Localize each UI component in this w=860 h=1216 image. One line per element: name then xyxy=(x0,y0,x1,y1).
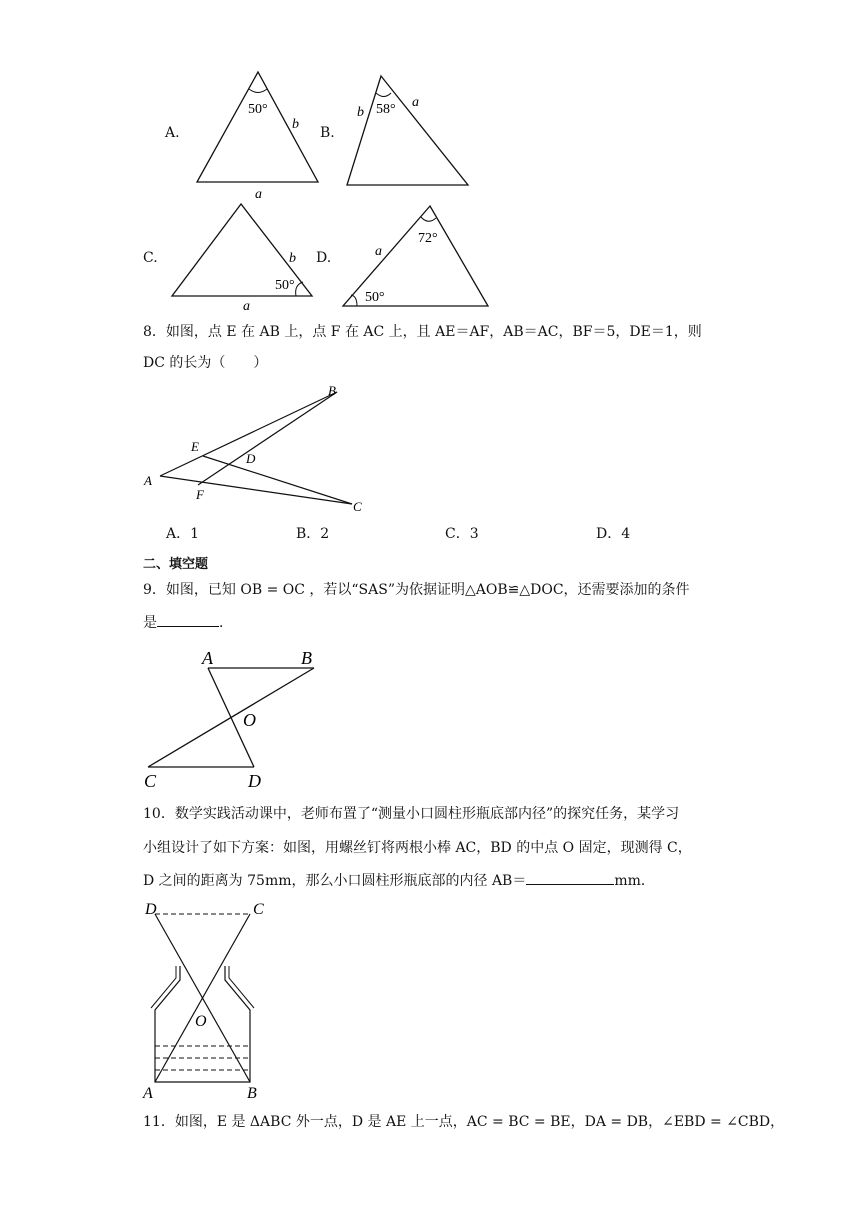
q10-line3-suffix: mm． xyxy=(614,873,655,889)
option-c-side-a: a xyxy=(243,299,250,314)
q9-text-line1: 9．如图，已知 OB = OC ，若以“SAS”为依据证明△AOB≌△DOC，还需要添加的条件 xyxy=(143,582,690,598)
option-a-side-a: a xyxy=(255,187,262,202)
option-b-angle: 58° xyxy=(376,102,396,117)
q9-point-d: D xyxy=(248,771,261,791)
q10-text-line2: 小组设计了如下方案：如图，用螺丝钉将两根小棒 AC，BD 的中点 O 固定，现测得 C， xyxy=(143,840,692,856)
option-b-side-b: b xyxy=(357,105,364,120)
q8-point-a: A xyxy=(144,473,152,488)
q9-line2-suffix: ． xyxy=(219,615,233,631)
option-d-side-a: a xyxy=(375,244,382,259)
q11-text-line1: 11．如图，E 是 ΔABC 外一点，D 是 AE 上一点，AC = BC = BE，DA = DB，∠EBD = ∠CBD， xyxy=(143,1114,785,1130)
option-a-label: A. xyxy=(165,125,180,141)
q8-point-d: D xyxy=(246,451,256,466)
q10-point-d: D xyxy=(145,901,157,918)
q8-option-b[interactable]: B．2 xyxy=(296,526,330,542)
q10-point-c: C xyxy=(253,901,264,918)
q8-point-c: C xyxy=(353,499,362,514)
option-d-angle-bottom: 50° xyxy=(365,290,385,305)
q10-point-a: A xyxy=(143,1085,153,1102)
q10-text-line1: 10．数学实践活动课中，老师布置了“测量小口圆柱形瓶底部内径”的探究任务，某学习 xyxy=(143,806,680,822)
option-c-angle: 50° xyxy=(275,278,295,293)
q8-option-c[interactable]: C．3 xyxy=(445,526,479,542)
q8-point-e: E xyxy=(191,439,199,454)
option-d-label: D. xyxy=(316,250,332,266)
option-d-angle-top: 72° xyxy=(418,231,438,246)
q8-text-line1: 8．如图，点 E 在 AB 上，点 F 在 AC 上，且 AE＝AF，AB＝AC，BF＝5，DE＝1，则 xyxy=(143,324,702,340)
section-title: 二、填空题 xyxy=(143,557,209,572)
q9-line2-prefix: 是 xyxy=(143,615,157,631)
q8-point-f: F xyxy=(196,487,204,502)
q10-point-o: O xyxy=(195,1013,207,1030)
q8-option-a[interactable]: A．1 xyxy=(166,526,200,542)
option-b-side-a: a xyxy=(412,95,419,110)
option-c-side-b: b xyxy=(289,251,296,266)
option-b-label: B. xyxy=(320,125,335,141)
q9-point-b: B xyxy=(301,648,312,668)
q9-point-o: O xyxy=(243,710,256,730)
option-a-angle: 50° xyxy=(248,102,268,117)
q8-option-d[interactable]: D．4 xyxy=(596,526,631,542)
q9-point-c: C xyxy=(144,771,157,791)
option-c-label: C. xyxy=(143,250,158,266)
q10-line3-prefix: D 之间的距离为 75mm，那么小口圆柱形瓶底部的内径 AB＝ xyxy=(143,873,527,889)
q8-text-line2: DC 的长为（ ） xyxy=(143,355,268,371)
q8-point-b: B xyxy=(328,383,336,398)
q10-point-b: B xyxy=(247,1085,257,1102)
option-a-side-b: b xyxy=(292,117,299,132)
q9-point-a: A xyxy=(202,648,213,668)
